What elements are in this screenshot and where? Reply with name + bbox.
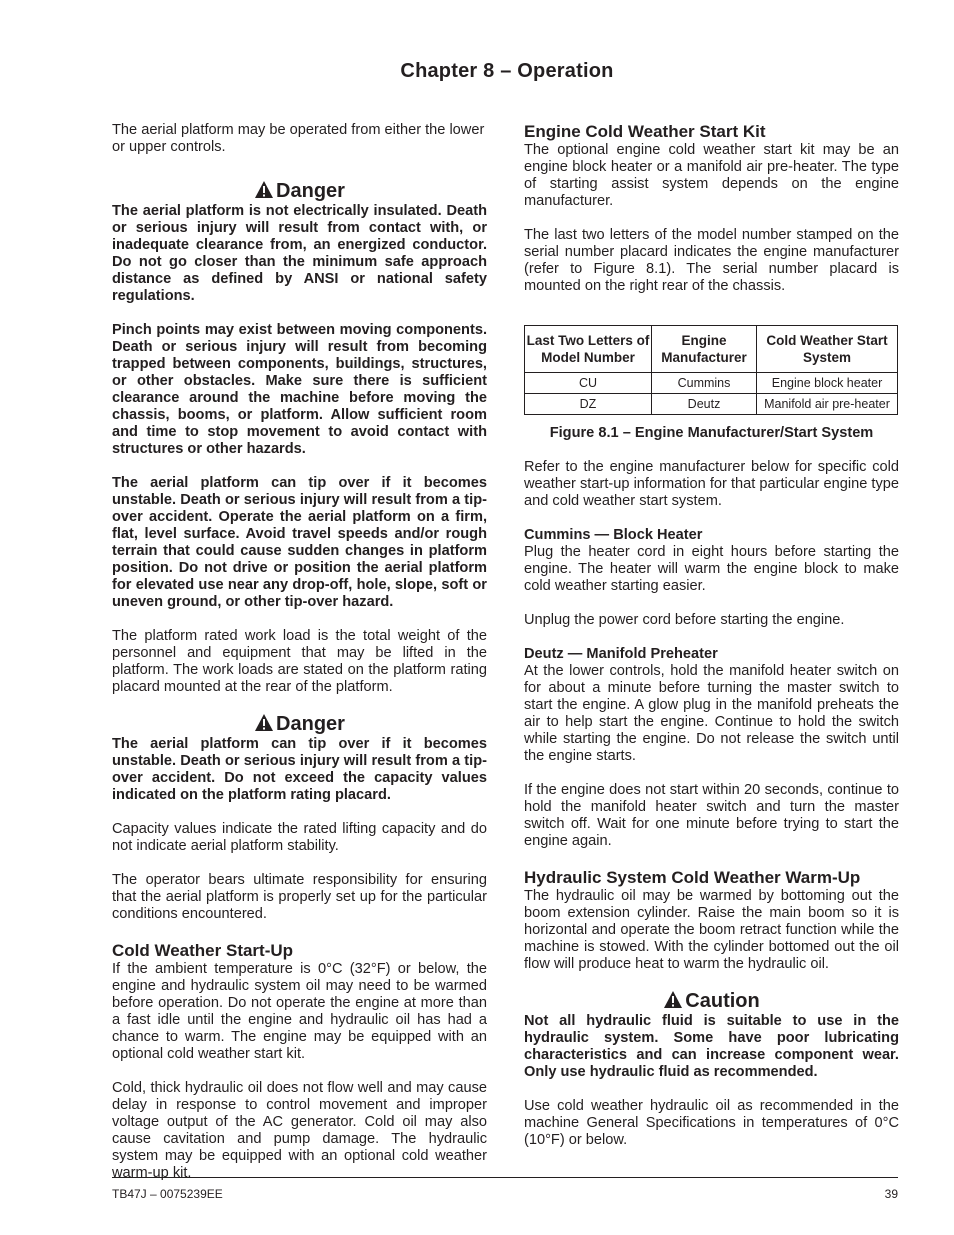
refer-paragraph: Refer to the engine manufacturer below for specific cold weather start-up information for that particular engine type and cold weather start system. [524, 459, 899, 509]
danger-alert-2 [112, 712, 487, 736]
table-row [525, 394, 898, 415]
footer-divider [112, 1177, 898, 1178]
table-cell: Engine block heater [757, 373, 898, 394]
danger-text-insulation: The aerial platform is not electrically insulated. Death or serious injury will result from contact with, or inadequate clearance from, an energized conductor. Do not go closer than the minimum safe approach distance as defined by ANSI or national safety regulations. [112, 203, 487, 304]
caution-text: Not all hydraulic fluid is suitable to use in the hydraulic system. Some have poor lubricating characteristics and can increase component wear. Only use hydraulic fluid as recommended. [524, 1013, 899, 1080]
start-kit-paragraph-2: The last two letters of the model number stamped on the serial number placard indicates the engine manufacturer (refer to Figure 8.1). The serial number placard is mounted on the right rear of the chassis. [524, 227, 899, 294]
warning-triangle-icon [663, 990, 683, 1009]
deutz-heading: Deutz — Manifold Preheater [524, 646, 718, 662]
table-cell: DZ [525, 394, 652, 415]
cold-oil-paragraph: Use cold weather hydraulic oil as recommended in the machine General Specifications in temperatures of 0°C (10°F) or below. [524, 1098, 899, 1148]
intro-paragraph: The aerial platform may be operated from either the lower or upper controls. [112, 122, 485, 155]
table-cell: Manifold air pre-heater [757, 394, 898, 415]
engine-start-table [524, 325, 898, 415]
figure-caption: Figure 8.1 – Engine Manufacturer/Start System [549, 425, 874, 441]
left-column [112, 122, 487, 1182]
danger-text-pinch: Pinch points may exist between moving components. Death or serious injury will result from becoming trapped between components, buildings, structures, or other obstacles. Make sure there is sufficient clearance around the machine before moving the chassis, booms, or platform. Allow sufficient room and time to stop movement to avoid contact with structures or other hazards. [112, 322, 487, 457]
danger-text-tipover: The aerial platform can tip over if it becomes unstable. Death or serious injury will result from a tip-over accident. Operate the aerial platform on a firm, flat, level surface. Avoid travel speeds and/or rough terrain that could cause sudden changes in platform position. Do not drive or position the aerial platform for elevated use near any drop-off, hole, slope, soft or uneven ground, or other tip-over hazard. [112, 475, 487, 610]
danger-title-2: Danger [276, 713, 345, 735]
table-cell: Cummins [652, 373, 757, 394]
cold-weather-paragraph-1: If the ambient temperature is 0°C (32°F) or below, the engine and hydraulic system oil may need to be warmed before operation. Do not operate the engine at more than a fast idle until the engine and hydraulic oil has had a chance to warm. The engine may be equipped with an optional cold weather start kit. [112, 961, 487, 1062]
warning-triangle-icon [254, 713, 274, 732]
cold-weather-paragraph-2: Cold, thick hydraulic oil does not flow well and may cause delay in response to control movement and improper voltage output of the AC generator. Cold oil may also cause cavitation and pump damage. The hydraulic system may be equipped with an optional cold weather warm-up kit. [112, 1080, 487, 1181]
hydraulic-warmup-heading: Hydraulic System Cold Weather Warm-Up [524, 868, 861, 887]
table-header-row [525, 326, 898, 373]
responsibility-paragraph: The operator bears ultimate responsibility for ensuring that the aerial platform is properly set up for the particular conditions encountered. [112, 872, 487, 922]
danger-text-capacity: The aerial platform can tip over if it becomes unstable. Death or serious injury will result from a tip-over accident. Do not exceed the capacity values indicated on the platform rating placard. [112, 736, 487, 803]
work-load-paragraph: The platform rated work load is the total weight of the personnel and equipment that may be lifted in the platform. The work loads are stated on the platform rating placard mounted at the rear of the platform. [112, 628, 487, 695]
danger-alert-1 [112, 179, 487, 203]
warning-triangle-icon [254, 180, 274, 199]
table-header: Last Two Letters of Model Number [525, 326, 652, 373]
cummins-heading: Cummins — Block Heater [524, 527, 703, 543]
table-header: Engine Manufacturer [652, 326, 757, 373]
cummins-paragraph-2: Unplug the power cord before starting the engine. [524, 612, 845, 628]
caution-title: Caution [685, 990, 760, 1012]
caution-alert [524, 989, 899, 1013]
start-kit-paragraph-1: The optional engine cold weather start kit may be an engine block heater or a manifold air pre-heater. The type of starting assist system depends on the engine manufacturer. [524, 142, 899, 209]
deutz-paragraph-1: At the lower controls, hold the manifold heater switch on for about a minute before turning the master switch to start the engine. A glow plug in the manifold preheats the air to help start the engine. Continue to hold the switch while starting the engine. Do not release the switch until the engine starts. [524, 663, 899, 764]
hydraulic-warmup-paragraph: The hydraulic oil may be warmed by bottoming out the boom extension cylinder. Raise the main boom so it is horizontal and operate the boom retract function while the machine is stowed. With the cylinder bottomed out the oil flow will produce heat to warm the hydraulic oil. [524, 888, 899, 972]
danger-title-1: Danger [276, 180, 345, 202]
cold-weather-heading: Cold Weather Start-Up [112, 941, 294, 960]
footer-page-number: 39 [884, 1187, 898, 1201]
table-cell: Deutz [652, 394, 757, 415]
cummins-paragraph-1: Plug the heater cord in eight hours before starting the engine. The heater will warm the engine block to make cold weather starting easier. [524, 544, 899, 594]
footer-doc-id: TB47J – 0075239EE [112, 1187, 223, 1201]
start-kit-heading: Engine Cold Weather Start Kit [524, 122, 766, 141]
table-row [525, 373, 898, 394]
deutz-paragraph-2: If the engine does not start within 20 seconds, continue to hold the manifold heater switch and turn the master switch off. Wait for one minute before trying to start the engine again. [524, 782, 899, 849]
table-header: Cold Weather Start System [757, 326, 898, 373]
chapter-title: Chapter 8 – Operation [400, 60, 614, 82]
table-cell: CU [525, 373, 652, 394]
capacity-paragraph: Capacity values indicate the rated lifting capacity and do not indicate aerial platform stability. [112, 821, 487, 854]
right-column [524, 122, 899, 1149]
